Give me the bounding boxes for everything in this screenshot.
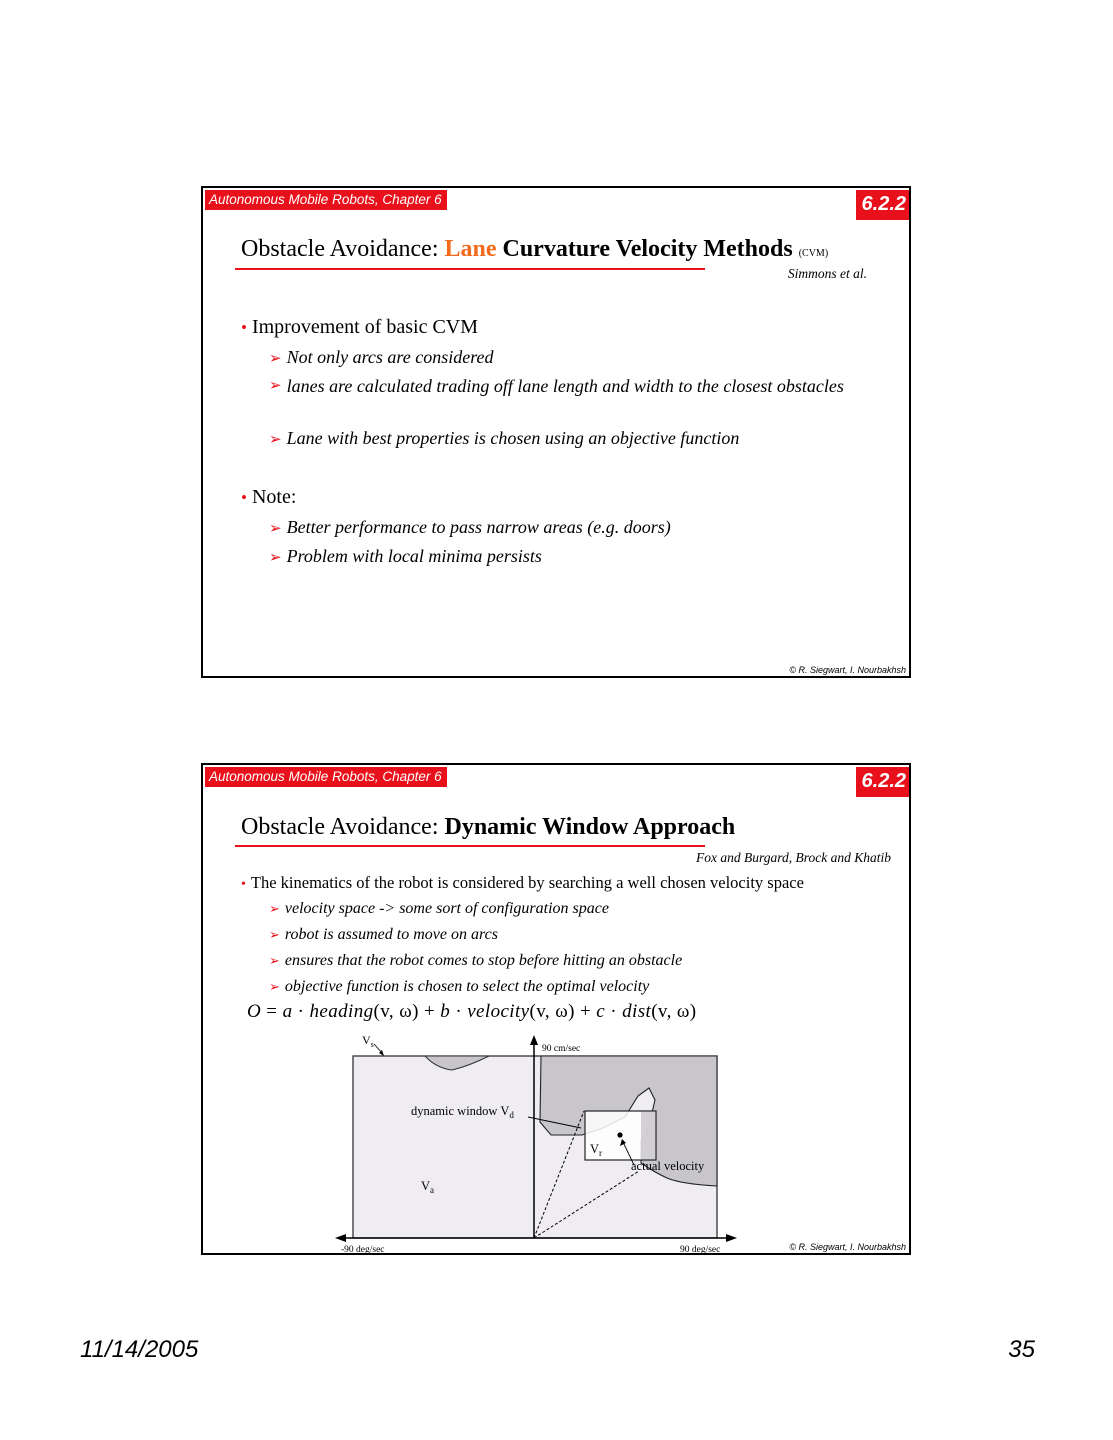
formula-coef-b: b bbox=[440, 1001, 451, 1022]
bullet-text: The kinematics of the robot is considered by searching a well chosen velocity space bbox=[250, 873, 804, 892]
sub-text: ensures that the robot comes to stop before hitting an obstacle bbox=[284, 952, 683, 969]
sub-text: Better performance to pass narrow areas (e.g. doors) bbox=[286, 517, 671, 537]
bullet-item bbox=[241, 873, 804, 895]
section-number: 6.2.2 bbox=[856, 767, 909, 797]
chapter-tag: Autonomous Mobile Robots, Chapter 6 bbox=[205, 767, 447, 787]
sub-text: Lane with best properties is chosen using an objective function bbox=[286, 428, 740, 448]
label-vr: $V_r$ bbox=[590, 1142, 603, 1158]
bullet-text: Improvement of basic CVM bbox=[251, 316, 479, 338]
arrow-bullet-icon: ➢ bbox=[269, 927, 280, 942]
sub-item bbox=[269, 544, 542, 570]
arrow-bullet-icon: ➢ bbox=[269, 432, 282, 448]
formula-args: (v, ω) bbox=[373, 1001, 419, 1022]
arrow-bullet-icon: ➢ bbox=[269, 351, 282, 367]
axis-arrow-icon bbox=[530, 1035, 538, 1045]
sub-item bbox=[269, 925, 498, 945]
formula-lhs: O bbox=[247, 1001, 262, 1022]
label-dynamic-window: dynamic window $V_d$ bbox=[411, 1104, 514, 1120]
arrow-bullet-icon: ➢ bbox=[269, 550, 282, 566]
bullet-text: Note: bbox=[251, 486, 297, 508]
citation: Fox and Burgard, Brock and Khatib bbox=[696, 850, 891, 865]
label-actual-velocity: actual velocity bbox=[631, 1159, 705, 1173]
sub-item bbox=[269, 899, 609, 919]
sub-item bbox=[269, 951, 682, 971]
formula-coef-c: c bbox=[596, 1001, 606, 1022]
bullet-dot-icon: • bbox=[241, 877, 246, 892]
formula-args: (v, ω) bbox=[651, 1001, 697, 1022]
formula-dist: dist bbox=[622, 1001, 652, 1022]
bullet-dot-icon: • bbox=[241, 488, 247, 507]
bullet-item bbox=[241, 315, 478, 340]
title-accent: Lane bbox=[444, 236, 497, 262]
title-bold: Dynamic Window Approach bbox=[444, 814, 736, 840]
slide-title bbox=[241, 812, 735, 842]
bullet-item bbox=[241, 485, 296, 510]
actual-velocity-dot bbox=[617, 1132, 622, 1137]
section-number: 6.2.2 bbox=[856, 190, 909, 220]
slide-lane-curvature bbox=[201, 186, 911, 678]
sub-item bbox=[269, 374, 869, 398]
sub-item bbox=[269, 515, 671, 541]
title-underline bbox=[235, 268, 705, 270]
arrow-bullet-icon: ➢ bbox=[269, 953, 280, 968]
sub-text: objective function is chosen to select the optimal velocity bbox=[284, 978, 650, 995]
sub-item bbox=[269, 977, 649, 997]
label-va: $V_a$ bbox=[421, 1179, 435, 1195]
formula-args: (v, ω) bbox=[529, 1001, 575, 1022]
title-underline bbox=[235, 845, 705, 847]
copyright: © R. Siegwart, I. Nourbakhsh bbox=[789, 665, 906, 675]
sub-text: lanes are calculated trading off lane length and width to the closest obstacles bbox=[286, 376, 844, 396]
arrow-bullet-icon: ➢ bbox=[269, 979, 280, 994]
axis-arrow-icon bbox=[335, 1234, 346, 1242]
sub-text: Problem with local minima persists bbox=[286, 546, 542, 566]
formula-equals: = bbox=[266, 1001, 278, 1022]
label-x-max: 90 deg/sec bbox=[680, 1245, 721, 1255]
copyright: © R. Siegwart, I. Nourbakhsh bbox=[789, 1242, 906, 1252]
label-y-axis-max: 90 cm/sec bbox=[542, 1044, 581, 1054]
page-number: 35 bbox=[1008, 1336, 1035, 1363]
sub-item bbox=[269, 426, 739, 452]
slide-title bbox=[241, 234, 828, 269]
arrow-bullet-icon: ➢ bbox=[269, 521, 282, 537]
bullet-dot-icon: • bbox=[241, 318, 247, 337]
sub-text: velocity space -> some sort of configuration space bbox=[284, 900, 609, 917]
formula-coef-a: a bbox=[282, 1001, 293, 1022]
title-suffix: (CVM) bbox=[798, 248, 829, 259]
title-prefix: Obstacle Avoidance: bbox=[241, 814, 439, 840]
formula-heading: heading bbox=[309, 1001, 374, 1022]
slide-dynamic-window bbox=[201, 763, 911, 1255]
label-x-min: -90 deg/sec bbox=[341, 1245, 385, 1255]
axis-arrow-icon bbox=[726, 1234, 737, 1242]
chapter-tag: Autonomous Mobile Robots, Chapter 6 bbox=[205, 190, 447, 210]
arrow-bullet-icon: ➢ bbox=[269, 901, 280, 916]
title-bold: Curvature Velocity Methods bbox=[502, 236, 793, 262]
sub-text: robot is assumed to move on arcs bbox=[284, 926, 498, 943]
footer-date: 11/14/2005 bbox=[80, 1336, 199, 1363]
title-prefix: Obstacle Avoidance: bbox=[241, 236, 439, 262]
arrow-bullet-icon: ➢ bbox=[269, 378, 282, 394]
sub-text: Not only arcs are considered bbox=[286, 347, 494, 367]
objective-formula: O = a · heading(v, ω) + b · velocity(v, ω) + c · dist(v, ω) bbox=[247, 1001, 697, 1022]
formula-velocity: velocity bbox=[467, 1001, 530, 1022]
dynamic-window-diagram bbox=[331, 1032, 741, 1257]
label-vs: $V_s$ bbox=[362, 1033, 374, 1049]
citation: Simmons et al. bbox=[787, 266, 867, 281]
sub-item bbox=[269, 345, 494, 371]
